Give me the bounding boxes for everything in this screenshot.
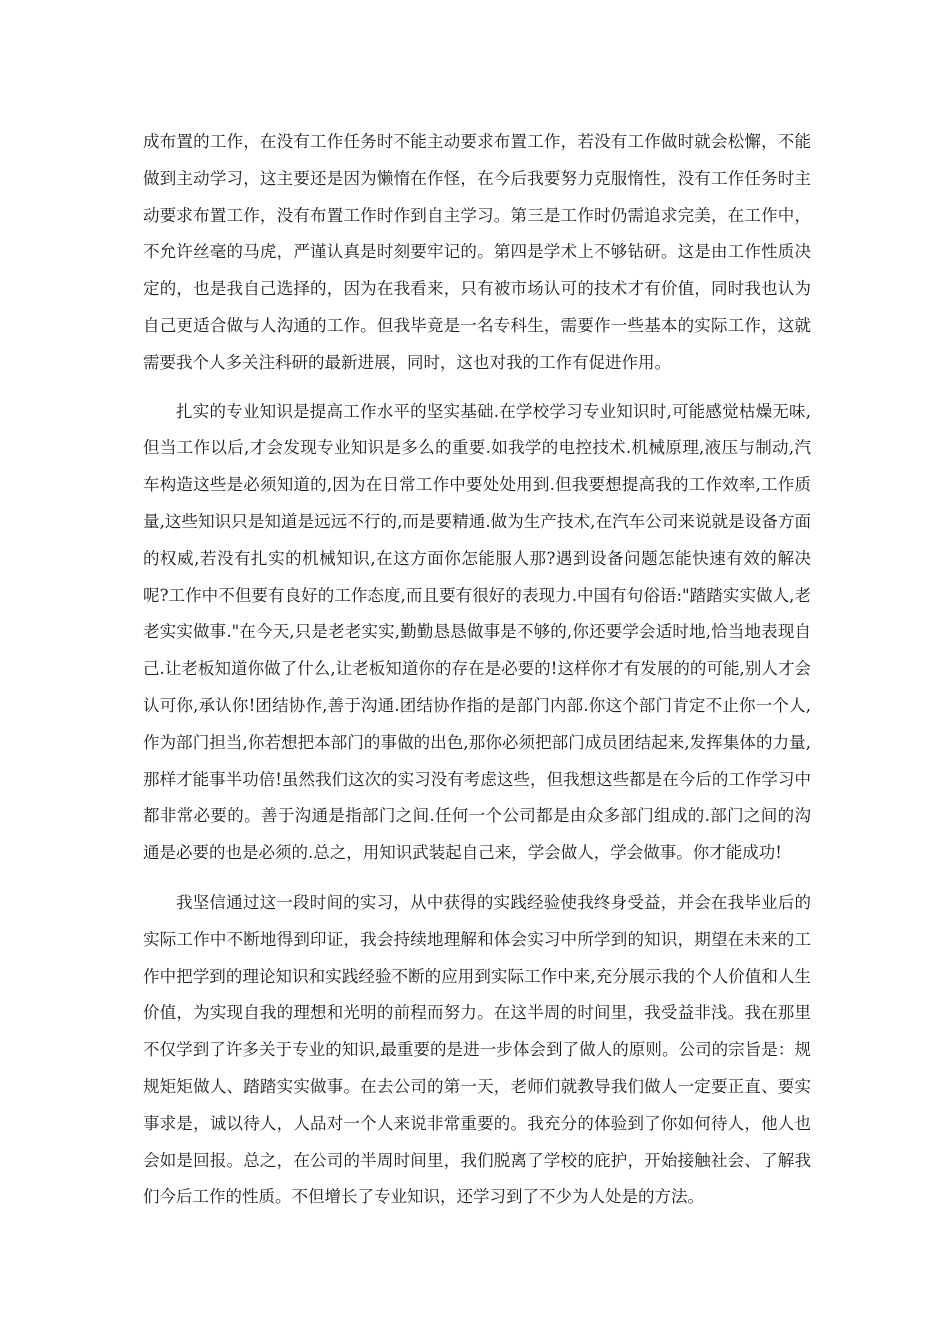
paragraph-internship-summary: 我坚信通过这一段时间的实习，从中获得的实践经验使我终身受益，并会在我毕业后的实际工作中不断地得到印证，我会持续地理解和体会实习中所学到的知识，期望在未来的工作中把学到的理论知识和实践经验不断的应用到实际工作中来,充分展示我的个人价值和人生价值，为实现自我的理想和光明的前程而努力。在这半周的时间里，我受益非浅。我在那里不仅学到了许多关于专业的知识,最重要的是进一步体会到了做人的原则。公司的宗旨是：规规矩矩做人、踏踏实实做事。在去公司的第一天，老师们就教导我们做人一定要正直、要实事求是，诚以待人，人品对一个人来说非常重要的。我充分的体验到了你如何待人，他人也会如是回报。总之，在公司的半周时间里，我们脱离了学校的庇护，开始接触社会、了解我们今后工作的性质。不但增长了专业知识，还学习到了不少为人处是的方法。 [143,892,811,1207]
paragraph-continuation: 成布置的工作，在没有工作任务时不能主动要求布置工作，若没有工作做时就会松懈，不能做到主动学习，这主要还是因为懒惰在作怪，在今后我要努力克服惰性，没有工作任务时主动要求布置工作，没有布置工作时作到自主学习。第三是工作时仍需追求完美，在工作中，不允许丝毫的马虎，严谨认真是时刻要牢记的。第四是学术上不够钻研。这是由工作性质决定的，也是我自己选择的，因为在我看来，只有被市场认可的技术才有价值，同时我也认为自己更适合做与人沟通的工作。但我毕竟是一名专科生，需要作一些基本的实际工作，这就需要我个人多关注科研的最新进展，同时，这也对我的工作有促进作用。 [143,132,811,372]
paragraph-professional-knowledge: 扎实的专业知识是提高工作水平的坚实基础.在学校学习专业知识时,可能感觉枯燥无味,但当工作以后,才会发现专业知识是多么的重要.如我学的电控技术.机械原理,液压与制动,汽车构造这些是必须知道的,因为在日常工作中要处处用到.但我要想提高我的工作效率,工作质量,这些知识只是知道是远远不行的,而是要精通.做为生产技术,在汽车公司来说就是设备方面的权威,若没有扎实的机械知识,在这方面你怎能服人那?遇到设备问题怎能快速有效的解决呢?工作中不但要有良好的工作态度,而且要有很好的表现力.中国有句俗语:"踏踏实实做人,老老实实做事."在今天,只是老老实实,勤勤恳恳做事是不够的,你还要学会适时地,恰当地表现自己.让老板知道你做了什么,让老板知道你的存在是必要的!这样你才有发展的的可能,别人才会认可你,承认你!团结协作,善于沟通.团结协作指的是部门内部.你这个部门肯定不止你一个人,作为部门担当,你若想把本部门的事做的出色,那你必须把部门成员团结起来,发挥集体的力量,那样才能事半功倍!虽然我们这次的实习没有考虑这些，但我想这些都是在今后的工作学习中都非常必要的。善于沟通是指部门之间.任何一个公司都是由众多部门组成的.部门之间的沟通是必要的也是必须的.总之，用知识武装起自己来，学会做人，学会做事。你才能成功! [143,401,811,863]
document-body [143,124,811,1216]
